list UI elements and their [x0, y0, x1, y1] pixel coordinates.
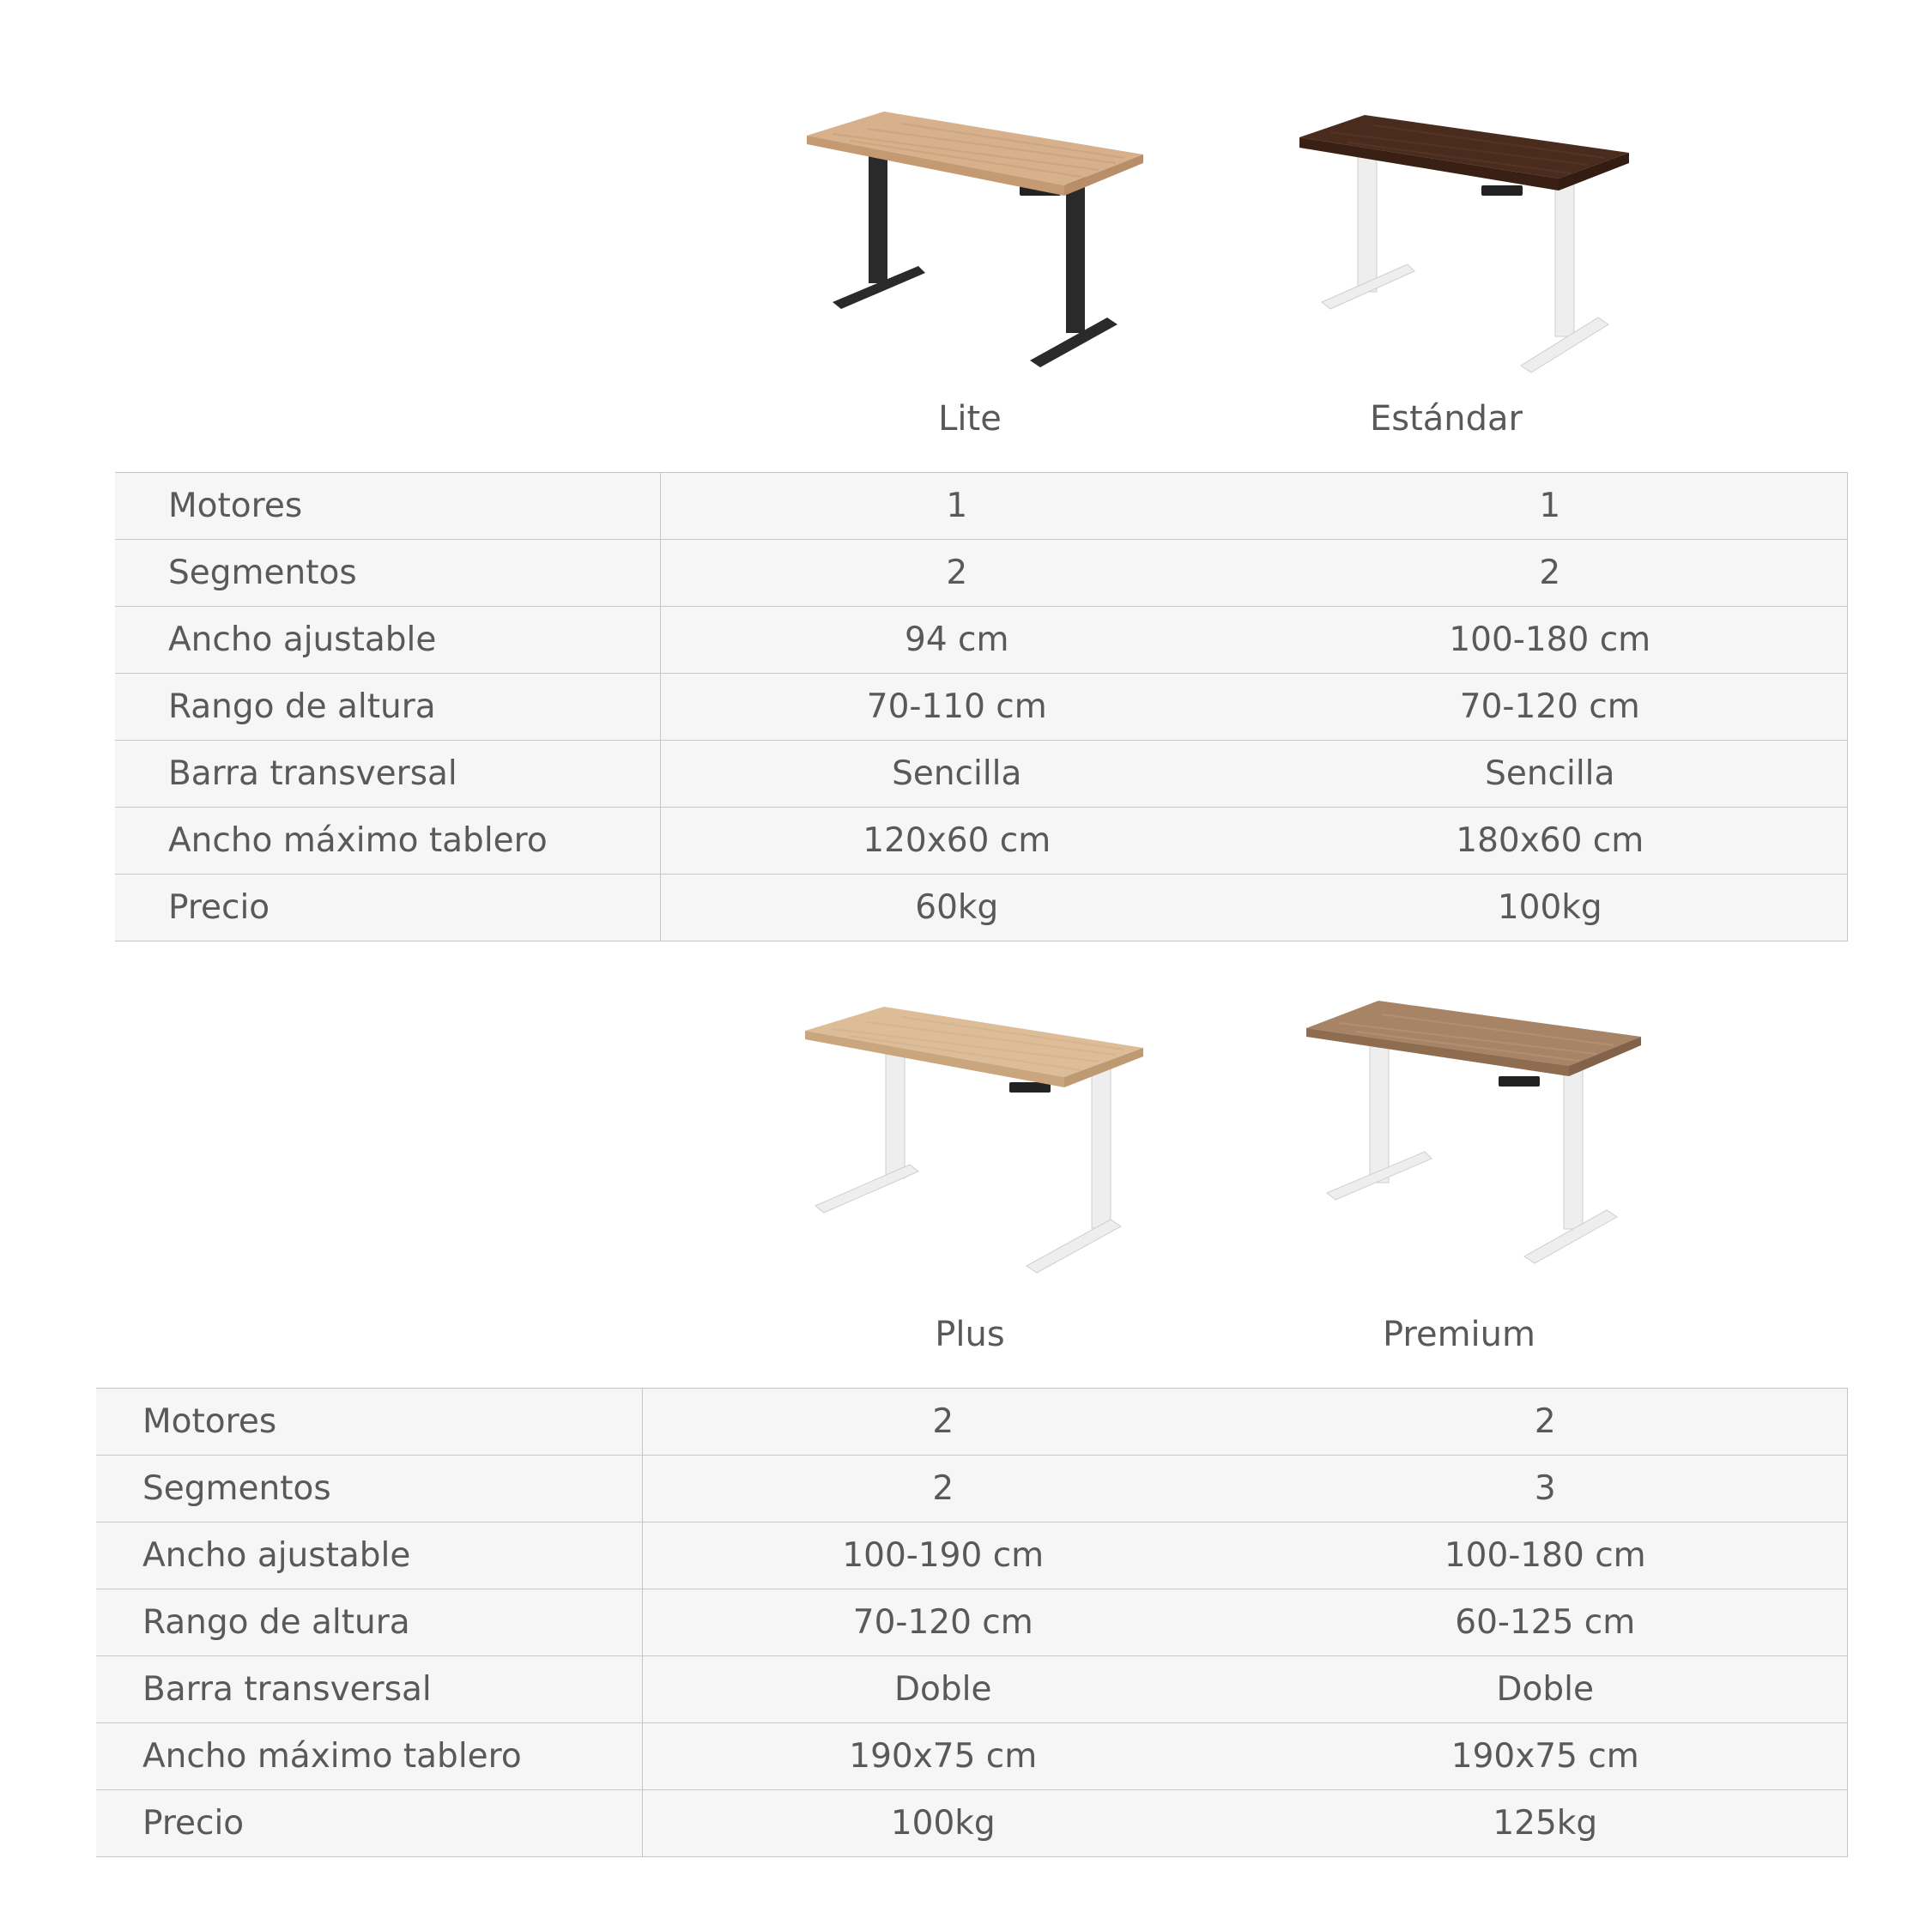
spec-value-estandar: 100kg: [1253, 875, 1847, 941]
spec-value-estandar: 2: [1253, 540, 1847, 607]
spec-label: Segmentos: [96, 1456, 642, 1522]
spec-row-segmentos: [96, 1456, 1847, 1522]
spec-row-rango-altura: [115, 674, 1847, 741]
spec-value-premium: 125kg: [1244, 1790, 1847, 1857]
model-name-premium: Premium: [1383, 1315, 1535, 1354]
model-name-plus: Plus: [935, 1315, 1005, 1354]
spec-value-plus: 2: [642, 1389, 1244, 1456]
spec-value-plus: 100kg: [642, 1790, 1244, 1857]
spec-label: Ancho máximo tablero: [96, 1723, 642, 1790]
desk-lite-image: [798, 103, 1159, 386]
spec-label: Segmentos: [115, 540, 660, 607]
spec-value-plus: 100-190 cm: [642, 1522, 1244, 1589]
spec-row-precio: [96, 1790, 1847, 1857]
spec-value-premium: 100-180 cm: [1244, 1522, 1847, 1589]
spec-row-barra-transversal: [115, 741, 1847, 808]
model-name-lite: Lite: [938, 399, 1002, 439]
spec-value-plus: 190x75 cm: [642, 1723, 1244, 1790]
spec-value-plus: Doble: [642, 1656, 1244, 1723]
spec-row-barra-transversal: [96, 1656, 1847, 1723]
spec-label: Ancho ajustable: [115, 607, 660, 674]
spec-row-motores: [96, 1389, 1847, 1456]
spec-label: Rango de altura: [96, 1589, 642, 1656]
spec-value-plus: 70-120 cm: [642, 1589, 1244, 1656]
spec-value-estandar: 100-180 cm: [1253, 607, 1847, 674]
spec-value-estandar: 1: [1253, 473, 1847, 540]
spec-value-premium: 2: [1244, 1389, 1847, 1456]
spec-row-ancho-ajustable: [96, 1522, 1847, 1589]
spec-value-lite: Sencilla: [660, 741, 1253, 808]
spec-row-precio: [115, 875, 1847, 941]
spec-value-lite: 70-110 cm: [660, 674, 1253, 741]
spec-label: Barra transversal: [96, 1656, 642, 1723]
spec-label: Ancho máximo tablero: [115, 808, 660, 875]
spec-table-2: [96, 1388, 1848, 1857]
spec-value-lite: 1: [660, 473, 1253, 540]
spec-value-premium: Doble: [1244, 1656, 1847, 1723]
desk-plus-image: [798, 1000, 1159, 1283]
spec-row-rango-altura: [96, 1589, 1847, 1656]
spec-row-ancho-maximo-tablero: [96, 1723, 1847, 1790]
spec-label: Motores: [96, 1389, 642, 1456]
spec-value-estandar: Sencilla: [1253, 741, 1847, 808]
spec-label: Motores: [115, 473, 660, 540]
spec-value-premium: 60-125 cm: [1244, 1589, 1847, 1656]
spec-value-lite: 60kg: [660, 875, 1253, 941]
spec-label: Precio: [115, 875, 660, 941]
spec-value-lite: 120x60 cm: [660, 808, 1253, 875]
spec-label: Precio: [96, 1790, 642, 1857]
spec-value-lite: 94 cm: [660, 607, 1253, 674]
spec-value-estandar: 70-120 cm: [1253, 674, 1847, 741]
spec-table-1: [115, 472, 1848, 941]
spec-value-lite: 2: [660, 540, 1253, 607]
spec-row-ancho-maximo-tablero: [115, 808, 1847, 875]
spec-value-premium: 3: [1244, 1456, 1847, 1522]
spec-row-motores: [115, 473, 1847, 540]
desk-estandar-image: [1287, 112, 1648, 395]
spec-label: Ancho ajustable: [96, 1522, 642, 1589]
spec-row-segmentos: [115, 540, 1847, 607]
spec-value-premium: 190x75 cm: [1244, 1723, 1847, 1790]
spec-value-plus: 2: [642, 1456, 1244, 1522]
spec-value-estandar: 180x60 cm: [1253, 808, 1847, 875]
model-name-estandar: Estándar: [1369, 399, 1523, 439]
desk-premium-image: [1296, 996, 1656, 1279]
spec-label: Rango de altura: [115, 674, 660, 741]
spec-row-ancho-ajustable: [115, 607, 1847, 674]
spec-label: Barra transversal: [115, 741, 660, 808]
